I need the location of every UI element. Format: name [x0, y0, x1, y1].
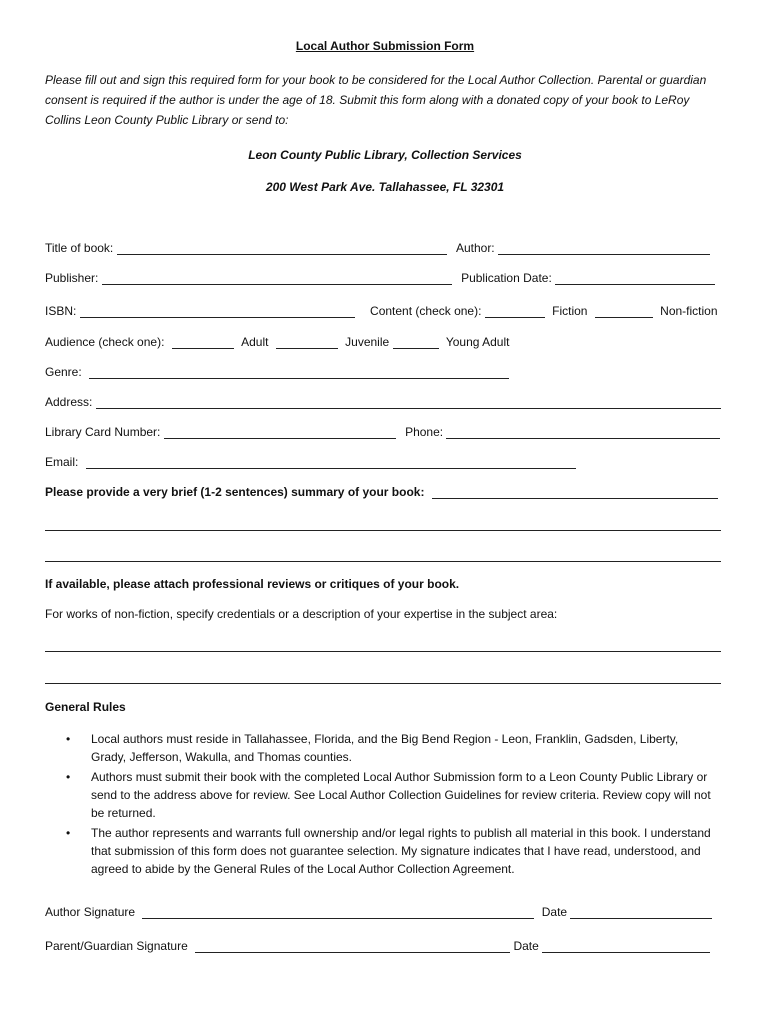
- publication-date-field[interactable]: [555, 272, 715, 285]
- publication-date-label: Publication Date:: [461, 271, 552, 285]
- nonfiction-label: Non-fiction: [660, 304, 718, 318]
- summary-field-1[interactable]: [432, 486, 718, 499]
- author-signature-field[interactable]: [142, 906, 534, 919]
- rule-text: The author represents and warrants full ownership and/or legal rights to publish all material in this book. I understand that submission of this form does not guarantee selection. My signature indicates that I have read, understood, and agreed to abide by the General Rules of the Local Author Collection Agreement.: [91, 826, 711, 876]
- parent-date-label: Date: [513, 939, 539, 953]
- rule-item: [66, 824, 716, 878]
- bullet-icon: •: [66, 826, 71, 840]
- publisher-field[interactable]: [102, 272, 452, 285]
- isbn-field[interactable]: [80, 305, 355, 318]
- young-adult-label: Young Adult: [445, 335, 510, 349]
- general-rules-heading: General Rules: [45, 700, 126, 714]
- audience-row: [45, 335, 725, 355]
- bullet-icon: •: [66, 732, 71, 746]
- juvenile-label: Juvenile: [345, 335, 390, 349]
- parent-signature-row: [45, 939, 725, 959]
- summary-field-3[interactable]: [45, 560, 721, 562]
- summary-row: [45, 485, 725, 505]
- fiction-checkbox[interactable]: [485, 305, 545, 318]
- audience-label: Audience (check one):: [45, 335, 165, 349]
- young-adult-checkbox[interactable]: [393, 336, 439, 349]
- library-card-label: Library Card Number:: [45, 425, 161, 439]
- fiction-label: Fiction: [552, 304, 588, 318]
- isbn-row: [45, 304, 725, 324]
- parent-signature-label: Parent/Guardian Signature: [45, 939, 188, 953]
- rule-item: [66, 768, 716, 822]
- title-label: Title of book:: [45, 241, 114, 255]
- phone-field[interactable]: [446, 426, 720, 439]
- page-title: Local Author Submission Form: [295, 39, 475, 53]
- title-field[interactable]: [117, 242, 447, 255]
- adult-label: Adult: [241, 335, 269, 349]
- author-signature-label: Author Signature: [45, 905, 136, 919]
- library-card-row: [45, 425, 725, 445]
- author-signature-row: [45, 905, 725, 925]
- author-date-field[interactable]: [570, 906, 712, 919]
- address-row: [45, 395, 725, 415]
- content-label: Content (check one):: [370, 304, 482, 318]
- publisher-row: [45, 271, 725, 291]
- email-field[interactable]: [86, 456, 576, 469]
- email-row: [45, 455, 725, 475]
- isbn-label: ISBN:: [45, 304, 77, 318]
- genre-row: [45, 365, 725, 385]
- rule-item: [66, 730, 716, 766]
- general-rules-list: [66, 730, 716, 880]
- email-label: Email:: [45, 455, 79, 469]
- adult-checkbox[interactable]: [172, 336, 234, 349]
- bullet-icon: •: [66, 770, 71, 784]
- summary-prompt: Please provide a very brief (1-2 sentences) summary of your book:: [45, 485, 425, 499]
- author-date-label: Date: [541, 905, 568, 919]
- parent-date-field[interactable]: [542, 940, 710, 953]
- genre-field[interactable]: [89, 366, 509, 379]
- parent-signature-field[interactable]: [195, 940, 510, 953]
- genre-label: Genre:: [45, 365, 82, 379]
- rule-text: Local authors must reside in Tallahassee, Florida, and the Big Bend Region - Leon, Franklin, Gadsden, Liberty, Grady, Jefferson, Wakulla, and Thomas counties.: [91, 732, 679, 764]
- publisher-label: Publisher:: [45, 271, 99, 285]
- credentials-field-1[interactable]: [45, 650, 721, 652]
- phone-label: Phone:: [405, 425, 444, 439]
- address-line-1: Leon County Public Library, Collection Services: [248, 148, 522, 162]
- author-label: Author:: [455, 241, 495, 255]
- nonfiction-prompt: For works of non-fiction, specify credentials or a description of your expertise in the subject area:: [45, 607, 558, 621]
- reviews-prompt: If available, please attach professional reviews or critiques of your book.: [45, 577, 460, 591]
- title-author-row: [45, 241, 725, 261]
- nonfiction-checkbox[interactable]: [595, 305, 653, 318]
- address-field[interactable]: [96, 396, 721, 409]
- rule-text: Authors must submit their book with the completed Local Author Submission form to a Leon County Public Library or send to the address above for review. See Local Author Collection Guidelines for review criteria. Review copy will not be returned.: [91, 770, 711, 820]
- intro-paragraph: Please fill out and sign this required form for your book to be considered for the Local Author Collection. Parental or guardian consent is required if the author is under the age of 18. Submit this form along with a donated copy of your book to LeRoy Collins Leon County Public Library or send to:: [45, 73, 707, 127]
- juvenile-checkbox[interactable]: [276, 336, 338, 349]
- address-line-2: 200 West Park Ave. Tallahassee, FL 32301: [265, 180, 505, 194]
- credentials-field-2[interactable]: [45, 682, 721, 684]
- summary-field-2[interactable]: [45, 529, 721, 531]
- address-label: Address:: [45, 395, 93, 409]
- author-field[interactable]: [498, 242, 710, 255]
- library-card-field[interactable]: [164, 426, 396, 439]
